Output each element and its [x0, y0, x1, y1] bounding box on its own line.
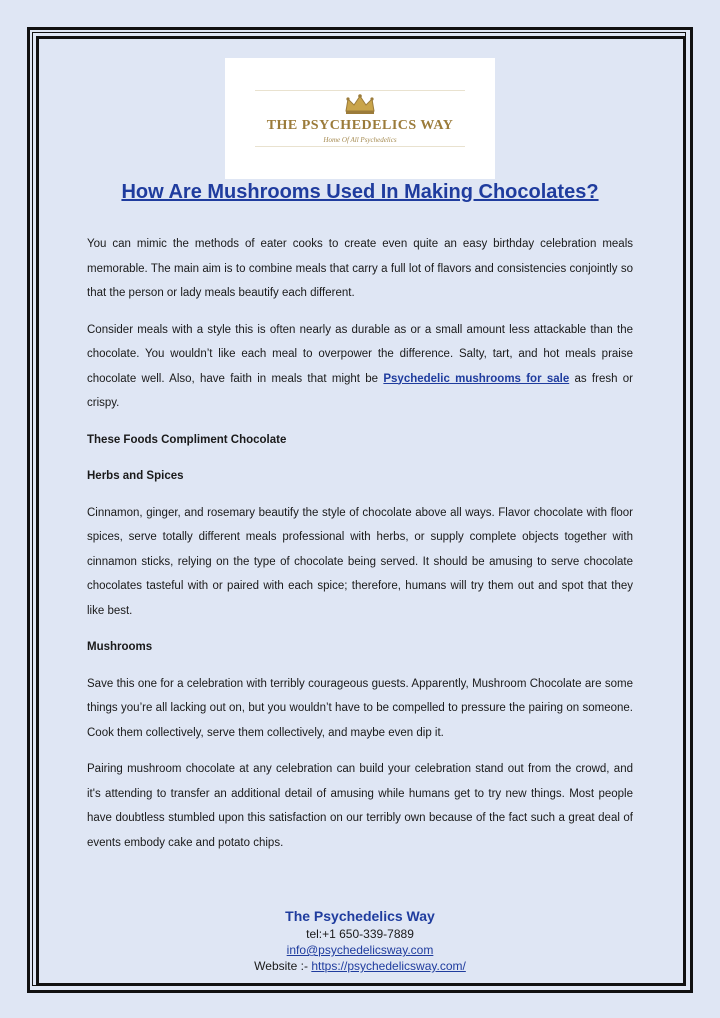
footer-email-link[interactable]: info@psychedelicsway.com: [286, 943, 434, 957]
psychedelic-mushrooms-link[interactable]: Psychedelic mushrooms for sale: [383, 372, 570, 385]
section-heading: These Foods Compliment Chocolate: [87, 433, 287, 446]
paragraph-text: Consider meals with a style this is often nearly as durable as or a small amount less attackable than the chocolate. You wouldn’t like each meal to overpower the difference. Salty, tart, and hot meals praise chocolate well. Also, have faith in meals that might be: [87, 323, 633, 385]
footer: [60, 906, 660, 974]
crown-icon: [343, 93, 377, 115]
footer-website-link[interactable]: https://psychedelicsway.com/: [311, 959, 466, 973]
logo-divider: [255, 146, 465, 147]
footer-website: [60, 958, 660, 974]
section-heading: Mushrooms: [87, 641, 153, 653]
logo-wordmark: THE PSYCHEDELICS WAY: [266, 118, 454, 133]
paragraph: You can mimic the methods of eater cooks to create even quite an easy birthday celebration meals memorable. The main aim is to combine meals that carry a full lot of flavors and consistencies conjointly so that the person or lady meals beautify each different.: [87, 238, 633, 299]
logo: [225, 58, 495, 179]
paragraph-text: as fresh or crispy.: [87, 372, 633, 409]
article-title[interactable]: How Are Mushrooms Used In Making Chocolates?: [121, 181, 599, 203]
paragraph: [87, 318, 633, 416]
footer-brand: The Psychedelics Way: [285, 908, 435, 924]
paragraph: Save this one for a celebration with terribly courageous guests. Apparently, Mushroom Chocolate are some things you’re all lacking out on, but you wouldn’t have to be compelled to pressure the pairing on someone. Cook them collectively, serve them collectively, and maybe even dip it.: [87, 677, 633, 739]
section-heading: Herbs and Spices: [87, 470, 184, 482]
paragraph: Pairing mushroom chocolate at any celebration can build your celebration stand out from the crowd, and it's attending to transfer an additional detail of amusing while humans get to try new things. Most people have doubtless stumbled upon this satisfaction on our terribly own because of the fact such a great deal of events embody cake and potato chips.: [87, 763, 633, 849]
footer-website-label: Website :-: [254, 959, 312, 973]
article-body: [87, 232, 633, 867]
logo-tagline: Home Of All Psychedelics: [323, 136, 397, 144]
logo-divider: [255, 90, 465, 91]
paragraph: Cinnamon, ginger, and rosemary beautify the style of chocolate above all ways. Flavor chocolate with floor spices, serve totally different meals professional with herbs, or supply complete objects together with cinnamon sticks, relying on the type of chocolate being served. It should be amusing to serve chocolate chocolates tasteful with or paired with each spice; therefore, humans will try them out and spot that they like best.: [87, 506, 633, 617]
footer-phone: tel:+1 650-339-7889: [306, 927, 414, 941]
